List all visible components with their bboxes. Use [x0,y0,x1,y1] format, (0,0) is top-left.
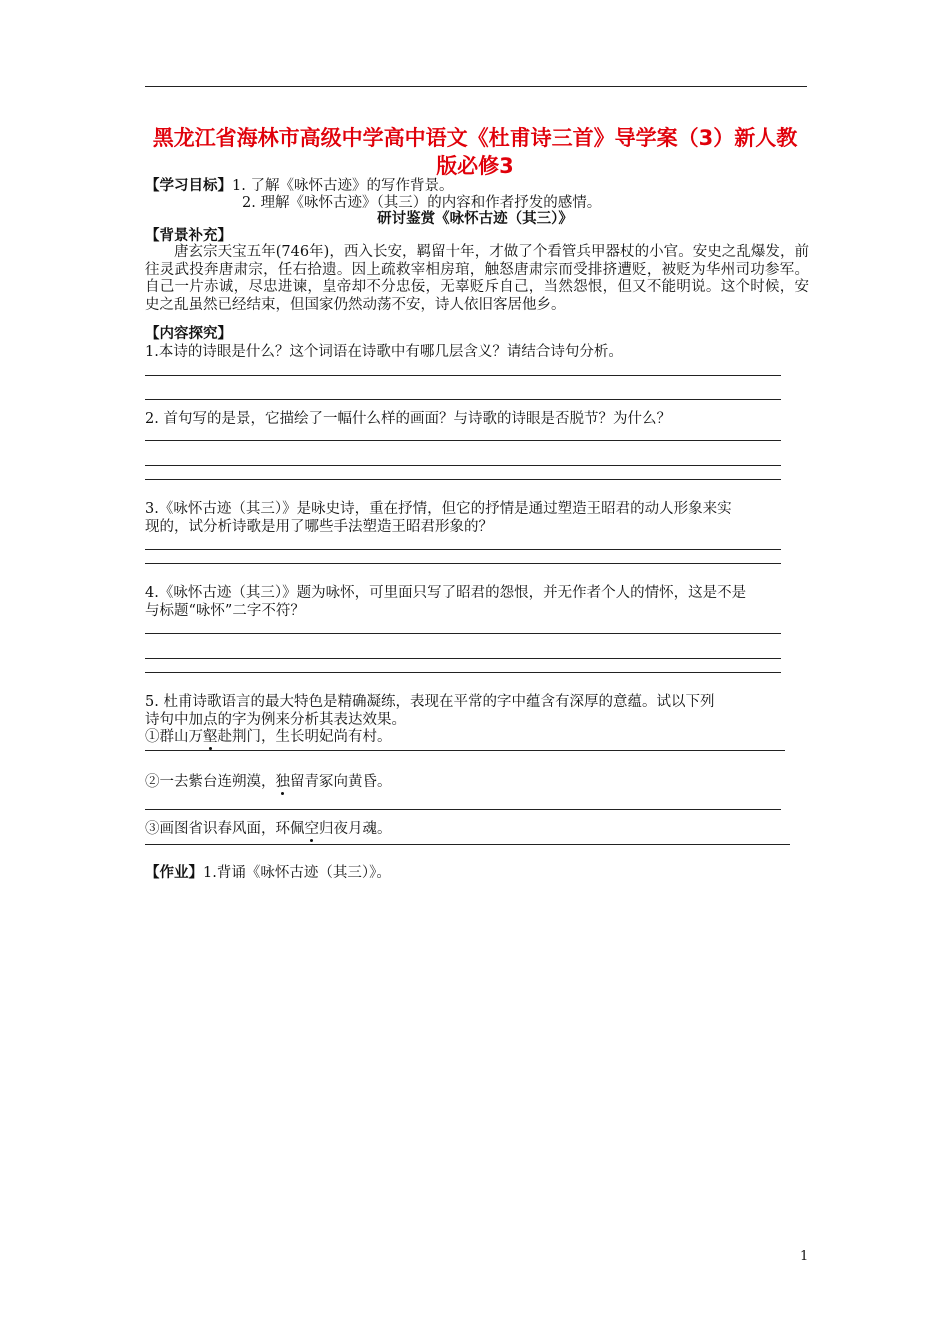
answer-line [145,479,781,480]
verse-2-dotted-char: 独 [275,774,290,790]
inquiry-label: 【内容探究】 [145,326,232,342]
answer-line [145,658,781,659]
verse-3 [145,820,392,838]
question-4-line-1: 4.《咏怀古迹（其三）》题为咏怀，可里面只写了昭君的怨恨，并无作者个人的情怀，这是不是 [145,585,747,601]
verse-3-pre: 画图省识春风面，环佩 [159,821,305,837]
answer-line [145,549,781,550]
answer-line [145,750,785,751]
document-title [0,124,950,180]
answer-line [145,563,781,564]
objective-2: 2. 理解《咏怀古迹》（其三）的内容和作者抒发的感情。 [242,195,602,211]
question-4-line-2: 与标题“咏怀”二字不符？ [145,603,305,619]
answer-line [145,375,781,376]
page-number: 1 [800,1249,809,1264]
objectives-row-1 [145,177,453,195]
verse-1-pre: 群山万 [159,729,203,745]
verse-1 [145,728,392,746]
verse-2-pre: 一去紫台连朔漠， [159,774,276,790]
objective-1: 1. 了解《咏怀古迹》的写作背景。 [232,178,454,194]
background-label: 【背景补充】 [145,228,232,244]
background-text: 唐玄宗天宝五年(746年)，西入长安，羁留十年，才做了个看管兵甲器杖的小官。安史之乱爆发，前往灵武投奔唐肃宗，任右拾遗。因上疏救宰相房琯，触怒唐肃宗而受排挤遭贬，被贬为华州司功参军。自己一片赤诚，尽忠进谏，皇帝却不分忠佞，无辜贬斥自己，当然怨恨，但又不能明说。这个时候，安史之乱虽然已经结束，但国家仍然动荡不安，诗人依旧客居他乡。 [145,244,809,313]
verse-2-post: 留青冢向黄昏。 [290,774,392,790]
question-5-line-2: 诗句中加点的字为例来分析其表达效果。 [145,712,406,728]
objectives-label: 【学习目标】 [145,178,232,194]
answer-line [145,844,790,845]
verse-1-post: 赴荆门，生长明妃尚有村。 [217,729,392,745]
verse-2-number: ② [145,774,160,790]
question-3-line-2: 现的，试分析诗歌是用了哪些手法塑造王昭君形象的？ [145,519,493,535]
answer-line [145,633,781,634]
homework-label: 【作业】 [145,865,203,881]
verse-3-number: ③ [145,821,160,837]
header-rule [145,86,807,87]
answer-line [145,809,781,810]
answer-line [145,465,781,466]
question-3-line-1: 3.《咏怀古迹（其三）》是咏史诗，重在抒情，但它的抒情是通过塑造王昭君的动人形象来实 [145,501,732,517]
verse-1-dotted-char: 壑 [203,729,218,745]
title-line-2: 版必修3 [436,154,514,178]
answer-line [145,399,781,400]
title-line-1: 黑龙江省海林市高级中学高中语文《杜甫诗三首》导学案（3）新人教 [152,126,798,150]
question-2: 2. 首句写的是景，它描绘了一幅什么样的画面？与诗歌的诗眼是否脱节？为什么？ [145,411,671,427]
verse-3-dotted-char: 空 [304,821,319,837]
question-5-line-1: 5. 杜甫诗歌语言的最大特色是精确凝练，表现在平常的字中蕴含有深厚的意蕴。试以下列 [145,694,715,710]
homework-text: 1.背诵《咏怀古迹（其三）》。 [203,865,391,881]
question-1: 1.本诗的诗眼是什么？这个词语在诗歌中有哪几层含义？请结合诗句分析。 [145,344,623,360]
verse-1-number: ① [145,729,160,745]
answer-line [145,672,781,673]
verse-3-post: 归夜月魂。 [319,821,392,837]
verse-2 [145,773,392,791]
answer-line [145,440,781,441]
section-heading: 研讨鉴赏《咏怀古迹（其三）》 [377,211,573,227]
homework-row [145,864,391,882]
